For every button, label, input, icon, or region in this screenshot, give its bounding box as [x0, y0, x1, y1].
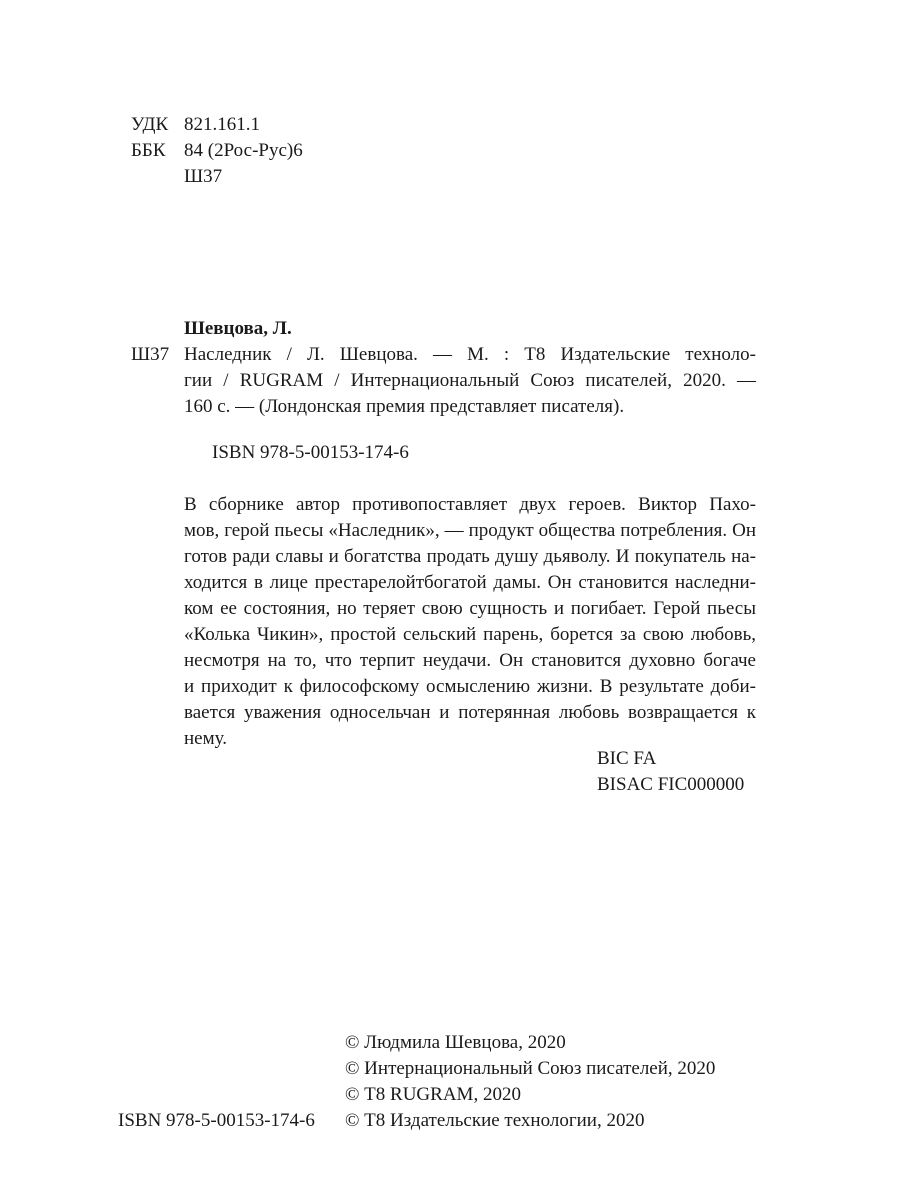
author-sign-row: [131, 164, 303, 190]
bibliographic-record: [131, 316, 756, 420]
bbk-value: 84 (2Рос-Рус)6: [184, 140, 303, 161]
copyright-line: © Интернациональный Союз писателей, 2020: [345, 1058, 716, 1079]
biblio-line: Наследник / Л. Шевцова. — М. : Т8 Издательские техноло-: [184, 344, 756, 365]
biblio-lines: [184, 342, 756, 420]
author-name: Шевцова, Л.: [184, 318, 292, 339]
annotation-line: мов, герой пьесы «Наследник», — продукт общества потребления. Он: [184, 520, 756, 541]
classification-codes: [131, 112, 303, 190]
udk-row: [131, 112, 303, 138]
udk-value: 821.161.1: [184, 114, 260, 135]
annotation-line: ходится в лице престарелойтбогатой дамы. Он становится наследни-: [184, 572, 756, 593]
annotation-line: нему.: [184, 728, 227, 749]
copyright-line: © Людмила Шевцова, 2020: [345, 1032, 566, 1053]
annotation-line: вается уважения односельчан и потерянная любовь возвращается к: [184, 702, 756, 723]
udk-label: УДК: [131, 114, 169, 135]
annotation-line: и приходит к философскому осмыслению жизни. В результате доби-: [184, 676, 756, 697]
biblio-author-sign: Ш37: [131, 344, 170, 365]
author-sign-label: [131, 164, 184, 190]
annotation: [184, 492, 756, 752]
annotation-line: ком ее состояния, но теряет свою сущность и погибает. Герой пьесы: [184, 598, 756, 619]
annotation-line: несмотря на то, что терпит неудачи. Он становится духовно богаче: [184, 650, 756, 671]
isbn-bottom: ISBN 978-5-00153-174-6: [118, 1110, 315, 1131]
isbn-top: ISBN 978-5-00153-174-6: [212, 442, 409, 463]
annotation-line: готов ради славы и богатства продать душу дьяволу. И покупатель на-: [184, 546, 756, 567]
annotation-line: «Колька Чикин», простой сельский парень, борется за свою любовь,: [184, 624, 756, 645]
bic-code: BIC FA: [597, 748, 657, 769]
bbk-row: [131, 138, 303, 164]
copyright-line: © Т8 RUGRAM, 2020: [345, 1084, 521, 1105]
bibliographic-description: [131, 342, 756, 420]
copyright-line: © Т8 Издательские технологии, 2020: [345, 1110, 645, 1131]
annotation-line: В сборнике автор противопоставляет двух героев. Виктор Пахо-: [184, 494, 756, 515]
biblio-line: 160 с. — (Лондонская премия представляет писателя).: [184, 396, 625, 417]
subject-codes: [597, 746, 744, 798]
bisac-code: BISAC FIC000000: [597, 774, 745, 795]
copyright-notices: [345, 1030, 715, 1134]
biblio-line: гии / RUGRAM / Интернациональный Союз писателей, 2020. —: [184, 370, 756, 391]
bbk-label: ББК: [131, 140, 166, 161]
author-sign-value: Ш37: [184, 166, 223, 187]
